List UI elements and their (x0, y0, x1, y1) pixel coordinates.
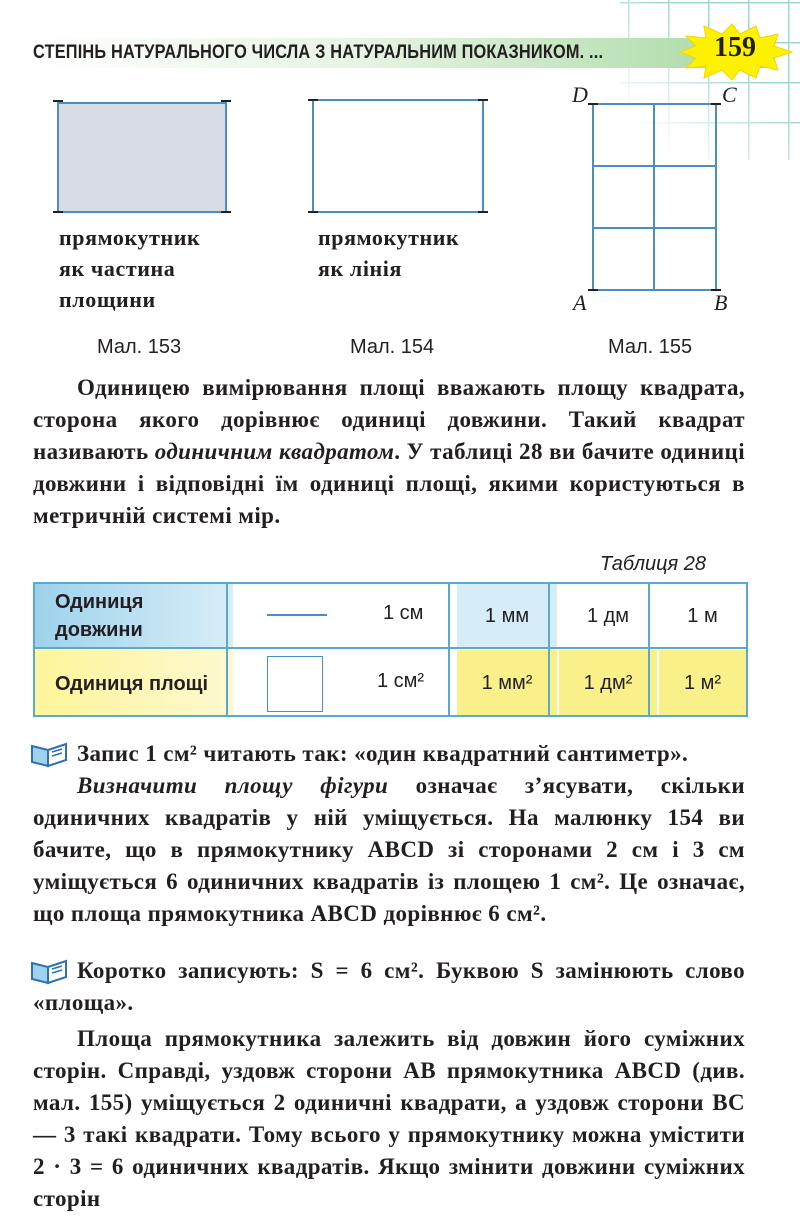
area-sample-square (267, 656, 323, 712)
row-header-area: Одиниця площі (34, 649, 234, 718)
table-caption: Таблиця 28 (600, 553, 707, 575)
row-header-length: Одиниця довжини (34, 583, 234, 649)
figure-153-rectangle (53, 100, 231, 213)
vertex-c-label: C (722, 82, 737, 107)
book-icon (30, 740, 70, 768)
table-divider (33, 647, 748, 649)
table-divider (648, 582, 650, 717)
figure-153-label: Мал. 153 (97, 336, 182, 358)
reading-note: Запис 1 см² читають так: «один квадратний сантиметр». (77, 741, 689, 766)
table-divider (548, 582, 550, 717)
table-divider (226, 582, 228, 717)
table-divider (448, 582, 450, 717)
running-header: СТЕПІНЬ НАТУРАЛЬНОГО ЧИСЛА З НАТУРАЛЬНИМ ПОКАЗНИКОМ. ... (33, 42, 604, 63)
table-row-area (34, 649, 747, 718)
table-cell: 1 мм (456, 583, 558, 649)
length-sample-cell: 1 см (234, 583, 456, 649)
vertex-d-label: D (572, 82, 588, 107)
vertex-a-label: A (573, 290, 587, 315)
intro-paragraph: Одиницею вимірювання площі вважають площу квадрата, сторона якого дорівнює одиниці довжини. Такий квадрат називають одиничним квадратом. У таблиці 28 ви бачите одиниці довжини і відповідні їм одиниці площі, якими користуються в метричній системі мір. (33, 375, 745, 528)
page-number: 159 (714, 32, 756, 63)
table-cell: 1 мм² (456, 649, 558, 718)
term-unit-square: одиничним квадратом (154, 439, 395, 464)
definition-paragraph: Визначити площу фігури означає з’ясувати, скільки одиничних квадратів у ній уміщується. На малюнку 154 ви бачите, що в прямокутнику ABCD зі сторонами 2 см і 3 см уміщується 6 одиничних квадратів із площею 1 см². Це означає, що площа прямокутника ABCD дорівнює 6 см². (33, 773, 745, 926)
table-cell: 1 м (658, 583, 747, 649)
figure-154-label: Мал. 154 (350, 336, 435, 358)
table-row-length (34, 583, 747, 649)
vertex-b-label: B (714, 290, 728, 315)
dependence-paragraph: Площа прямокутника залежить від довжин його суміжних сторін. Справді, уздовж сторони AB прямокутника ABCD (див. мал. 155) уміщується 2 одиничні квадрати, а уздовж сторони BC — 3 такі квадрати. Тому всього у прямокутнику можна умістити 2 · 3 = 6 одиничних квадратів. Якщо змінити довжини суміжних сторін (33, 1026, 745, 1211)
units-table (33, 582, 748, 719)
table-cell: 1 м² (658, 649, 747, 718)
figure-154-rectangle (308, 99, 488, 213)
figure-154-caption: прямокутник як лінія (318, 225, 460, 281)
length-sample-line (267, 614, 327, 616)
table-cell: 1 дм (558, 583, 658, 649)
figure-155-label: Мал. 155 (608, 336, 693, 358)
figure-153-caption: прямокутник як частина площини (59, 225, 201, 312)
figure-155-grid-rectangle (593, 104, 716, 290)
area-sample-cell: 1 см² (234, 649, 456, 718)
term-define-area: Визначити площу фігури (77, 773, 389, 798)
table-cell: 1 дм² (558, 649, 658, 718)
short-notation-paragraph: Коротко записують: S = 6 см². Буквою S замінюють слово «площа». (33, 958, 745, 1015)
